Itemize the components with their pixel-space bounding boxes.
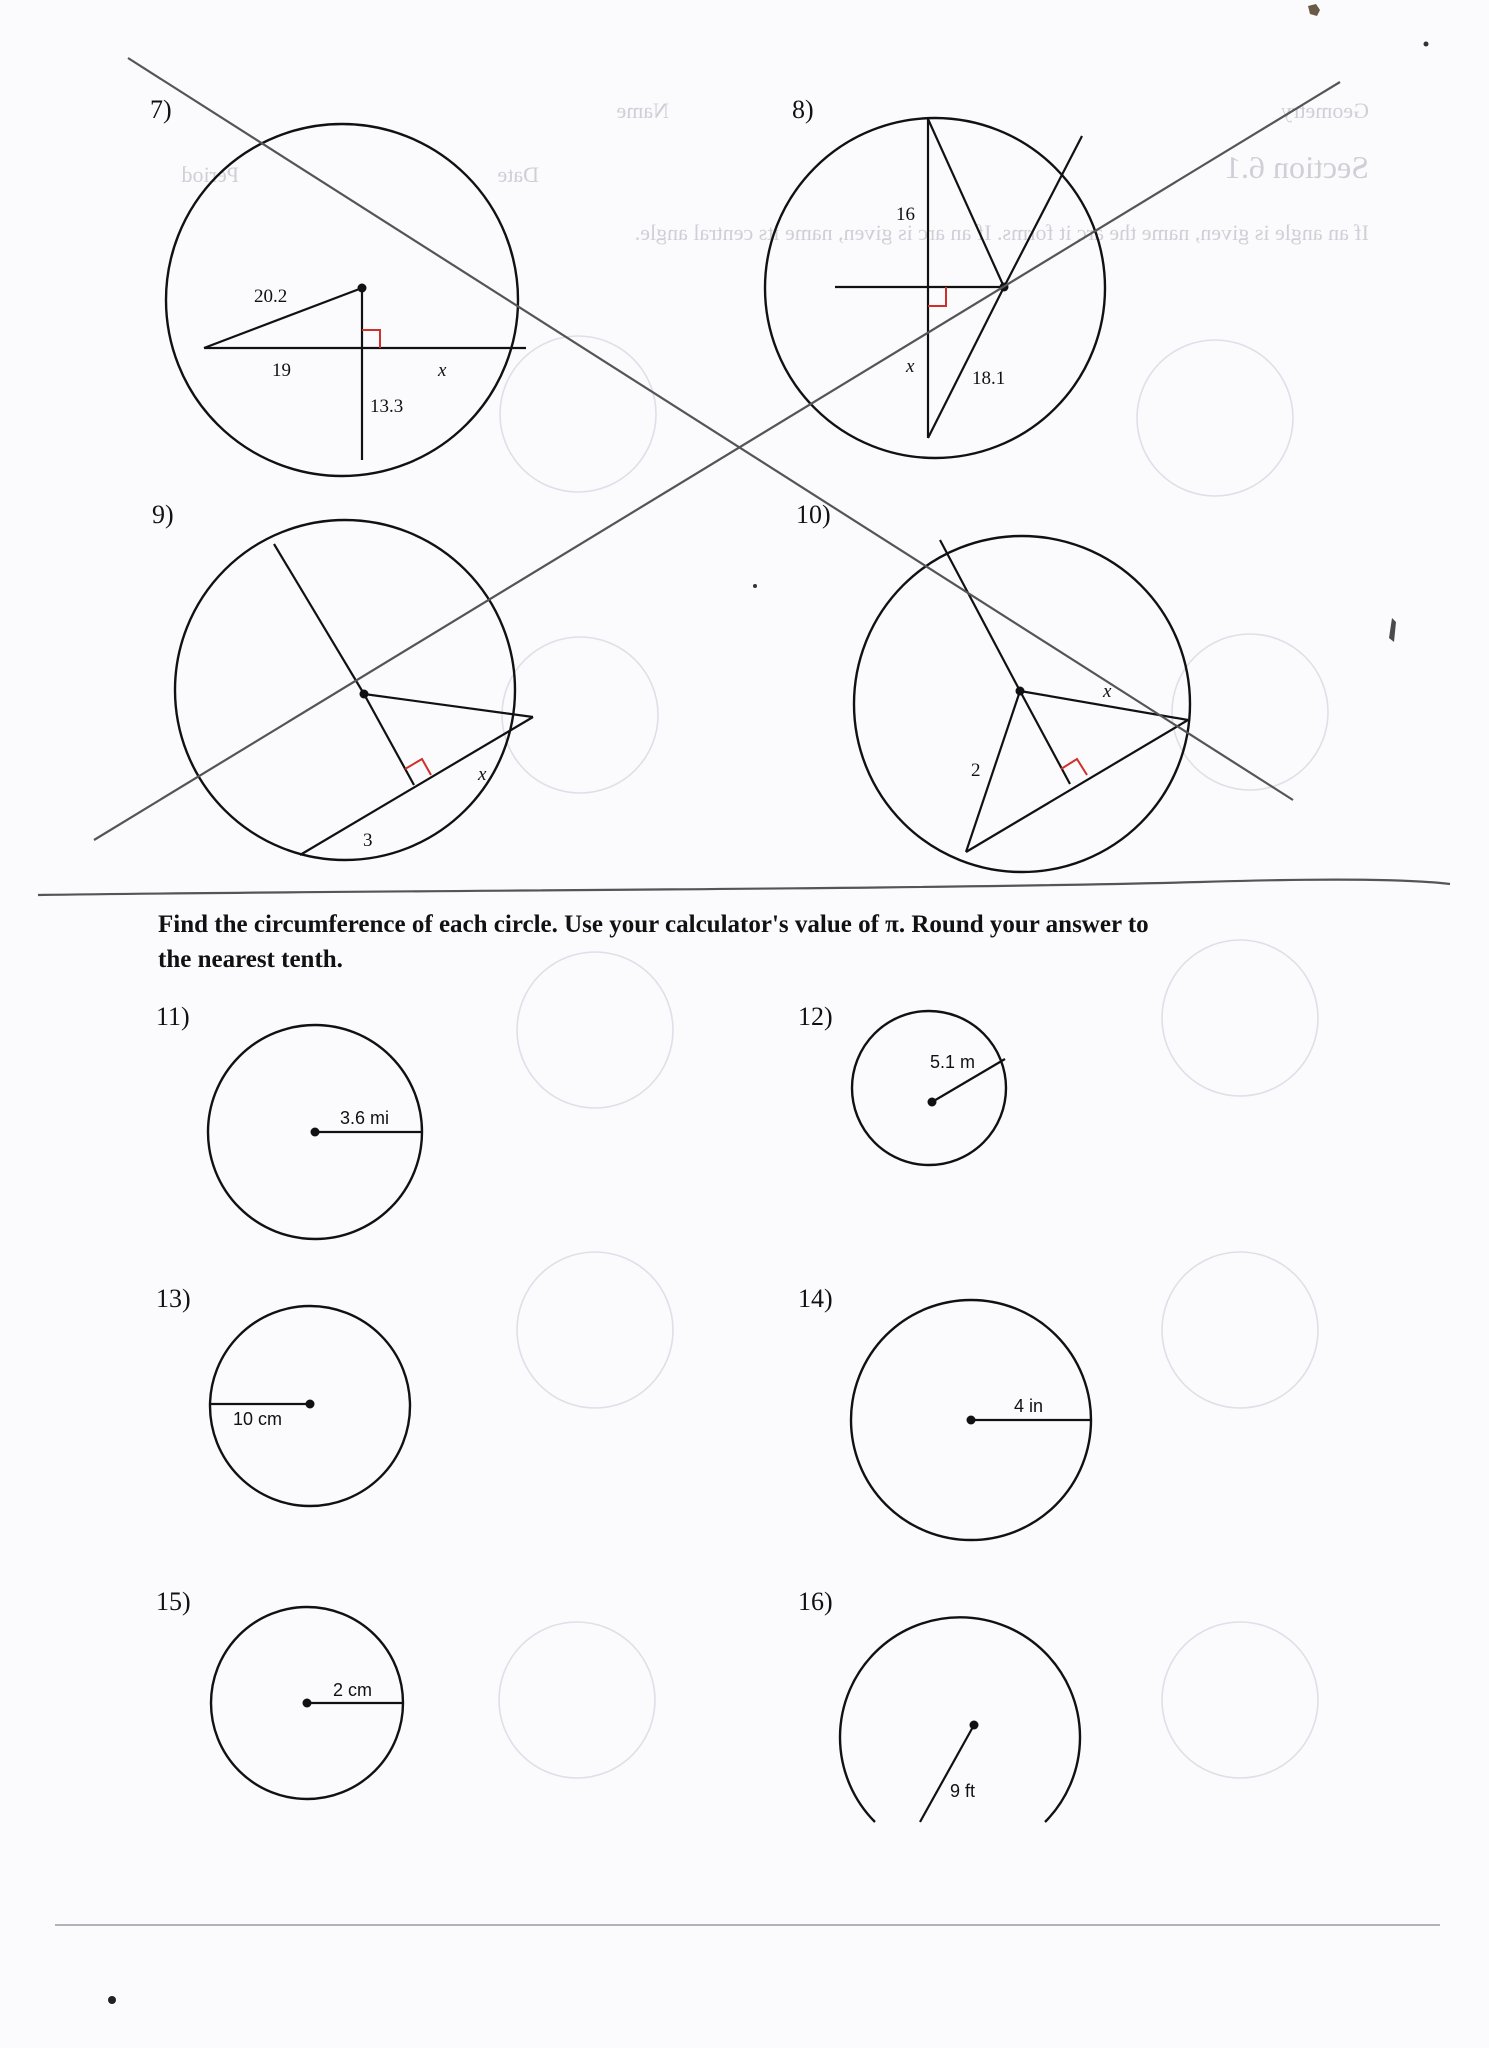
segment-label: 3 [363, 830, 373, 851]
problem-14 [798, 1284, 1091, 1540]
radius-label: 9 ft [950, 1781, 976, 1801]
ghost-heading: Section 6.1 [1225, 149, 1369, 185]
problem-8 [765, 95, 1105, 458]
radius-label: 2 [971, 760, 981, 781]
problem-number: 10) [796, 500, 831, 529]
radius-upper [928, 119, 1004, 287]
radius-label: 2 cm [333, 1680, 373, 1700]
radius-label: 18.1 [972, 368, 1006, 389]
problem-number: 13) [156, 1284, 191, 1313]
center-point [303, 1699, 312, 1708]
center-point [358, 284, 367, 293]
ghost-geometry: Geometry [1281, 98, 1369, 123]
circle-figure [175, 520, 515, 860]
problem-16 [798, 1587, 1080, 1822]
problem-7 [150, 95, 526, 476]
radius [920, 1725, 974, 1822]
problem-number: 16) [798, 1587, 833, 1616]
unknown-label: x [1103, 681, 1112, 702]
section-instruction-line2: the nearest tenth. [158, 946, 343, 973]
right-angle-marker [362, 330, 380, 348]
perpendicular-segment [1020, 691, 1070, 784]
cross-out-line [128, 58, 1293, 800]
unknown-label: x [478, 764, 487, 785]
problem-number: 9) [152, 500, 174, 529]
problem-number: 7) [150, 95, 172, 124]
chord [300, 717, 533, 855]
radius-top-right [1004, 136, 1082, 287]
radius-right [364, 694, 533, 717]
circumference-section [156, 911, 1149, 1822]
center-point [360, 690, 369, 699]
ghost-date: Date [497, 162, 539, 187]
ghost-period: Period [181, 162, 239, 187]
center-point [967, 1416, 976, 1425]
radius-label: 3.6 mi [340, 1108, 390, 1128]
pen-markings [38, 58, 1450, 1925]
center-point [306, 1400, 315, 1409]
problem-10 [796, 500, 1190, 872]
problem-9 [152, 500, 533, 860]
center-point [928, 1098, 937, 1107]
circle-figure [852, 1011, 1006, 1165]
unknown-label: x [438, 360, 447, 381]
bleed-through-layer [182, 98, 1369, 1778]
segment-label: 19 [272, 360, 291, 381]
problem-13 [156, 1284, 410, 1506]
radius-label: 10 cm [233, 1409, 283, 1429]
problem-number: 15) [156, 1587, 191, 1616]
center-point [970, 1721, 979, 1730]
cross-out-line [94, 82, 1340, 840]
chord-label: 16 [896, 204, 915, 225]
problem-number: 12) [798, 1002, 833, 1031]
ghost-name: Name [616, 98, 669, 123]
problem-number: 11) [156, 1002, 190, 1031]
center-point [311, 1128, 320, 1137]
radius-upper [940, 540, 1020, 691]
ghost-instruction: If an angle is given, name the arc it forms. If an arc is given, name its central angle. [634, 220, 1369, 245]
right-angle-marker [928, 287, 946, 306]
radius-label: 20.2 [254, 286, 288, 307]
right-angle-marker [405, 759, 431, 775]
perpendicular-segment [364, 694, 414, 785]
radius-upper [274, 544, 364, 694]
center-point [1016, 687, 1025, 696]
radius-label: 4 in [1014, 1396, 1044, 1416]
divider-stroke [38, 880, 1450, 895]
circle-figure [854, 536, 1190, 872]
problem-11 [156, 1002, 422, 1239]
chord [966, 720, 1188, 852]
problem-12 [798, 1002, 1006, 1165]
problem-15 [156, 1587, 403, 1799]
distance-label: 13.3 [370, 396, 404, 417]
problem-number: 8) [792, 95, 814, 124]
unknown-label: x [906, 356, 915, 377]
section-instruction-line1: Find the circumference of each circle. Use your calculator's value of π. Round your answer to [158, 911, 1149, 938]
problem-number: 14) [798, 1284, 833, 1313]
radius-label: 5.1 m [930, 1052, 976, 1072]
